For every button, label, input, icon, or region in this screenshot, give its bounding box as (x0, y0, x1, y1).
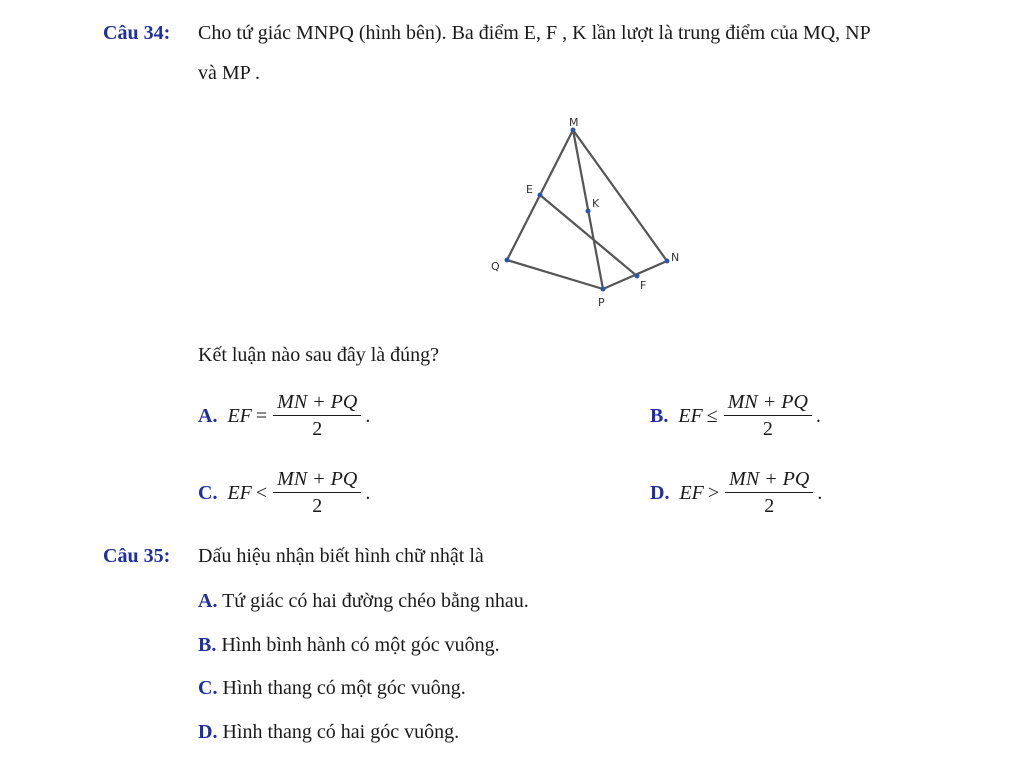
fraction-numerator: MN + PQ (725, 467, 813, 493)
fraction (273, 467, 361, 519)
segment-QP (507, 260, 603, 289)
option-end: . (817, 481, 823, 504)
label-P: P (598, 296, 605, 309)
point-Q (505, 258, 510, 263)
fraction-numerator: MN + PQ (724, 390, 812, 416)
point-K (586, 209, 591, 214)
option-label: C. (198, 481, 218, 504)
point-P (601, 287, 606, 292)
fraction (725, 467, 813, 519)
q34-option-c[interactable] (198, 467, 370, 519)
q34-option-d[interactable] (650, 467, 822, 519)
q35-option-d[interactable] (198, 721, 459, 744)
option-relation: > (707, 481, 720, 504)
q35-option-c[interactable] (198, 677, 466, 700)
option-label: D. (650, 481, 670, 504)
q35-question: Dấu hiệu nhận biết hình chữ nhật là (198, 545, 484, 567)
option-text: Hình thang có hai góc vuông. (222, 721, 460, 743)
option-text: Tứ giác có hai đường chéo bằng nhau. (222, 590, 529, 612)
option-relation: < (255, 481, 268, 504)
option-label: A. (198, 404, 218, 427)
option-lhs: EF (678, 404, 703, 427)
q35-option-a[interactable] (198, 590, 529, 613)
option-relation: = (255, 404, 268, 427)
option-relation: ≤ (706, 404, 718, 427)
fraction-denominator: 2 (312, 495, 323, 517)
q34-option-b[interactable] (650, 390, 821, 442)
q35-option-b[interactable] (198, 634, 500, 657)
option-label: C. (198, 677, 218, 699)
option-label: B. (198, 634, 217, 656)
q34-option-a[interactable] (198, 390, 370, 442)
option-end: . (365, 404, 371, 427)
fraction-numerator: MN + PQ (273, 390, 361, 416)
option-end: . (365, 481, 371, 504)
label-F: F (640, 279, 647, 292)
point-E (538, 193, 543, 198)
option-label: D. (198, 721, 218, 743)
q34-question: Kết luận nào sau đây là đúng? (198, 344, 440, 366)
label-N: N (671, 251, 680, 264)
fraction-denominator: 2 (762, 418, 773, 440)
option-end: . (815, 404, 821, 427)
segment-MN (573, 130, 667, 261)
label-M: M (569, 116, 579, 129)
option-lhs: EF (227, 481, 252, 504)
fraction (273, 390, 361, 442)
option-lhs: EF (679, 481, 704, 504)
option-label: B. (650, 404, 669, 427)
q35-label: Câu 35: (103, 545, 171, 567)
option-text: Hình bình hành có một góc vuông. (221, 634, 500, 656)
q34-text-line1: Cho tứ giác MNPQ (hình bên). Ba điểm E, F , K lần lượt là trung điểm của MQ, NP (198, 22, 871, 44)
option-label: A. (198, 590, 218, 612)
fraction-denominator: 2 (312, 418, 323, 440)
fraction-denominator: 2 (764, 495, 775, 517)
label-K: K (592, 197, 600, 210)
option-lhs: EF (227, 404, 252, 427)
label-E: E (526, 183, 533, 196)
option-text: Hình thang có một góc vuông. (222, 677, 466, 699)
point-N (665, 259, 670, 264)
fraction (724, 390, 812, 442)
quadrilateral-figure (480, 108, 700, 313)
label-Q: Q (491, 260, 500, 273)
q34-text-line2: và MP . (198, 62, 261, 84)
point-F (635, 274, 640, 279)
q34-label: Câu 34: (103, 22, 171, 44)
fraction-numerator: MN + PQ (273, 467, 361, 493)
